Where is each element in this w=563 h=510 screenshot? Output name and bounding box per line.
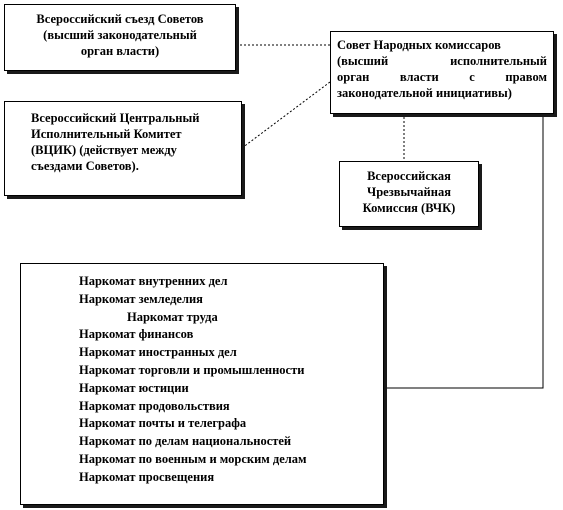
vchk-line-1: Всероссийская bbox=[367, 169, 451, 183]
connector-vtsik-sovnarkom bbox=[242, 82, 330, 148]
sovnarkom-line-2: (высший исполнительный bbox=[337, 54, 547, 68]
narkomat-item: Наркомат по военным и морским делам bbox=[79, 451, 307, 466]
narkomat-item: Наркомат юстиции bbox=[79, 380, 189, 395]
vtsik-line-2: Исполнительный Комитет bbox=[31, 127, 182, 141]
congress-line-1: Всероссийский съезд Советов bbox=[36, 12, 204, 26]
vtsik-box bbox=[4, 101, 242, 196]
sovnarkom-line-3: орган власти с правом bbox=[337, 70, 547, 84]
vchk-line-2: Чрезвычайная bbox=[367, 185, 451, 199]
narkomats-box bbox=[20, 263, 384, 505]
narkomat-item: Наркомат труда bbox=[127, 309, 218, 324]
congress-line-3: орган власти) bbox=[80, 44, 160, 58]
connector-sovnarkom-narkomats bbox=[387, 117, 543, 388]
narkomat-item: Наркомат торговли и промышленности bbox=[79, 362, 305, 377]
sovnarkom-line-4: законодательной инициативы) bbox=[337, 86, 512, 100]
narkomat-item: Наркомат по делам национальностей bbox=[79, 434, 292, 449]
narkomat-item: Наркомат финансов bbox=[79, 327, 194, 342]
vchk-line-3: Комиссия (ВЧК) bbox=[362, 201, 456, 215]
vchk-box bbox=[339, 161, 479, 227]
congress-line-2: (высший законодательный bbox=[43, 28, 197, 42]
vtsik-line-3: (ВЦИК) (действует между bbox=[31, 143, 177, 157]
sovnarkom-box bbox=[330, 31, 554, 114]
narkomat-item: Наркомат продовольствия bbox=[79, 398, 230, 413]
congress-of-soviets-box bbox=[4, 4, 236, 71]
vtsik-line-4: съездами Советов). bbox=[31, 159, 139, 173]
sovnarkom-line-1: Совет Народных комиссаров bbox=[337, 38, 501, 52]
narkomat-item: Наркомат просвещения bbox=[79, 469, 215, 484]
narkomat-item: Наркомат почты и телеграфа bbox=[79, 416, 247, 431]
narkomat-item: Наркомат иностранных дел bbox=[79, 345, 237, 360]
narkomat-item: Наркомат земледелия bbox=[79, 291, 203, 306]
vtsik-line-1: Всероссийский Центральный bbox=[31, 111, 200, 125]
narkomat-item: Наркомат внутренних дел bbox=[79, 274, 228, 288]
